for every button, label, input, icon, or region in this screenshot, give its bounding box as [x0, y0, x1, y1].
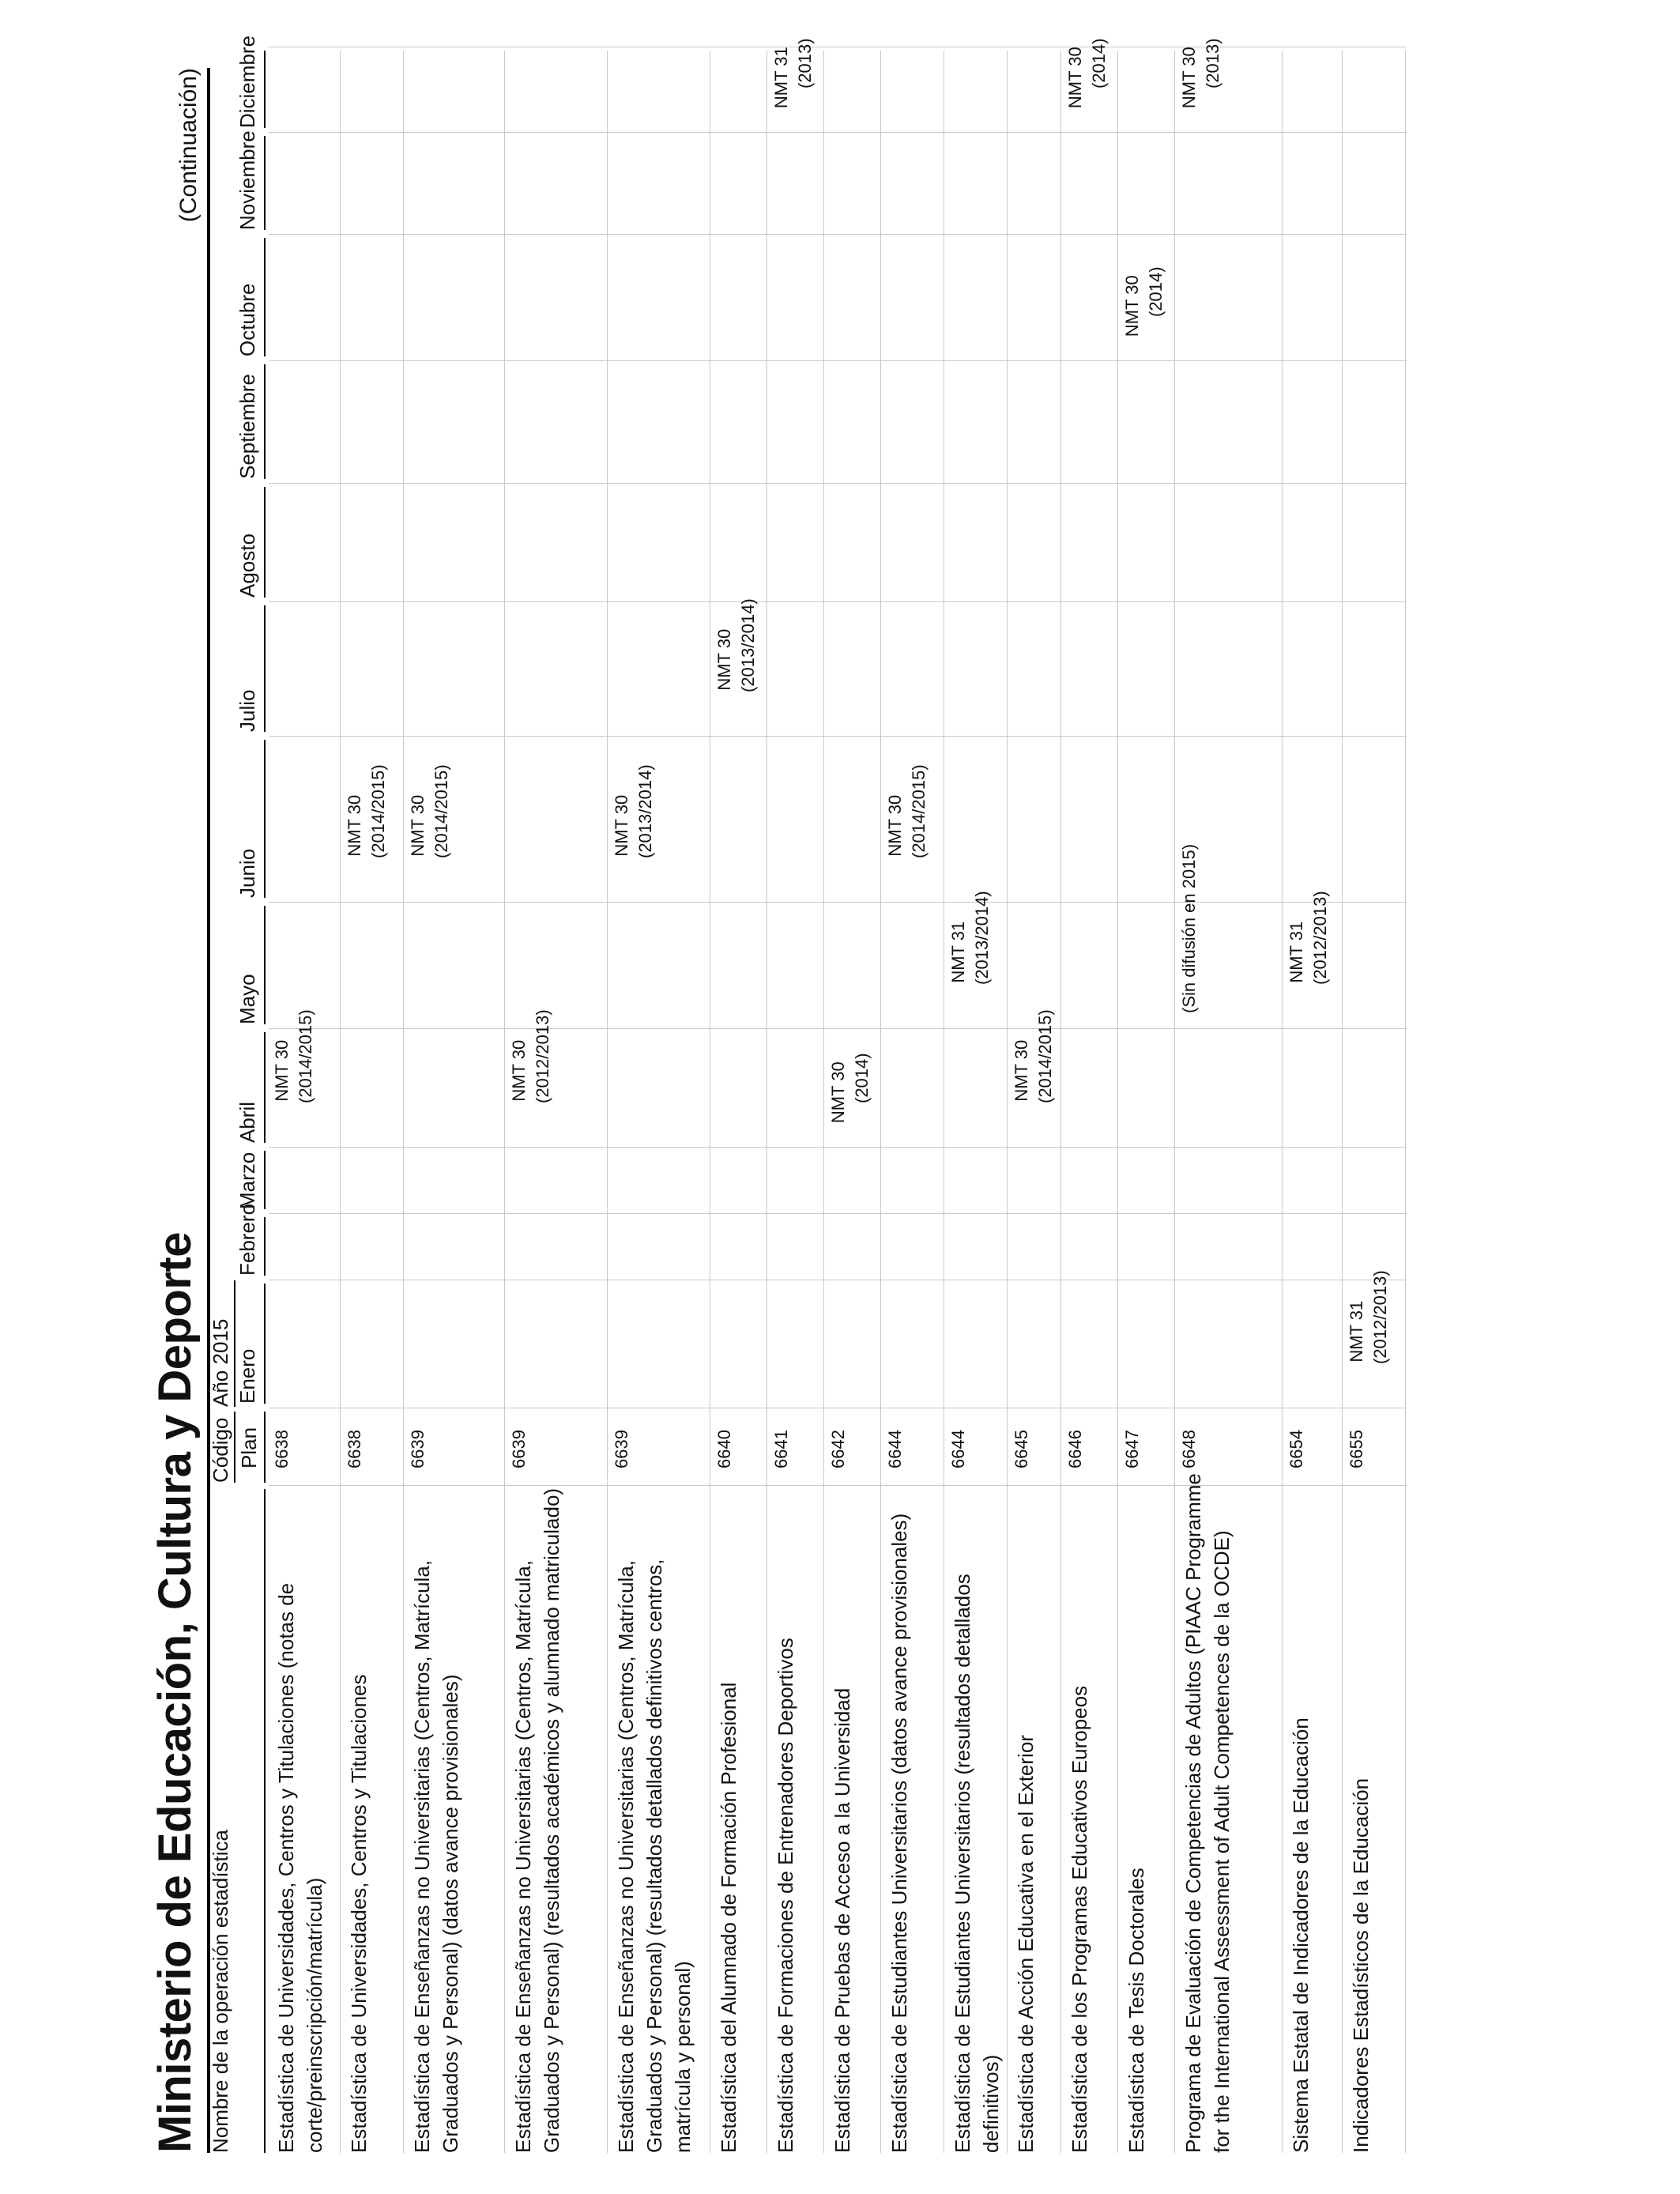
- operation-name: Estadística de Enseñanzas no Universitarias (Centros, Matrícula, Graduados y Personal) (resultados académicos y alumnado matriculado): [511, 1487, 563, 2153]
- row-separator: [1405, 51, 1406, 2153]
- row-separator: [1060, 51, 1061, 2153]
- operation-code: 6640: [714, 1430, 734, 1468]
- operation-name: Estadística de Estudiantes Universitarios (resultados detallados definitivos): [951, 1574, 1003, 2153]
- month-header-underline: [264, 51, 266, 128]
- month-header-enero: Enero: [235, 1348, 259, 1404]
- month-header-noviembre: Noviembre: [235, 130, 259, 230]
- schedule-cell-junio: [883, 764, 931, 887]
- schedule-period: (2014): [1146, 266, 1166, 317]
- month-header-septiembre: Septiembre: [235, 374, 259, 479]
- operation-code: 6655: [1347, 1430, 1366, 1468]
- month-header-junio: Junio: [235, 848, 259, 898]
- schedule-period: (2014/2015): [431, 764, 451, 858]
- operation-name: Estadística de Formaciones de Entrenadores Deportivos: [774, 1638, 797, 2153]
- schedule-cell-abril: [1010, 1009, 1057, 1132]
- month-header-underline: [264, 487, 266, 598]
- column-header-year: Año 2015: [209, 1318, 232, 1407]
- header-underline: [234, 1412, 235, 1483]
- operation-name: Estadística de Tesis Doctorales: [1124, 1868, 1148, 2153]
- row-separator: [1007, 51, 1008, 2153]
- schedule-note: NMT 30: [345, 794, 364, 857]
- month-header-underline: [264, 605, 266, 732]
- schedule-note: (Sin difusión en 2015): [1179, 843, 1199, 1013]
- schedule-note: NMT 31: [1286, 921, 1306, 983]
- operation-name: Programa de Evaluación de Competencias de Adultos (PIAAC Programme for the International Assessment of Adult Competences de la OCDE): [1181, 1473, 1234, 2153]
- schedule-period: (2012/2013): [533, 1009, 552, 1103]
- row-separator: [1282, 51, 1283, 2153]
- schedule-period: (2014/2015): [1035, 1009, 1055, 1103]
- month-header-abril: Abril: [235, 1101, 259, 1143]
- operation-code: 6639: [408, 1430, 428, 1468]
- operation-name: Estadística de Universidades, Centros y Titulaciones: [347, 1674, 371, 2153]
- header-underline-plan: [264, 1412, 266, 1483]
- schedule-period: (2013/2014): [972, 891, 992, 985]
- schedule-note: NMT 30: [1179, 47, 1199, 109]
- column-header-code: Código: [209, 1417, 232, 1483]
- schedule-note: NMT 30: [885, 794, 905, 857]
- operation-code: 6638: [345, 1430, 364, 1468]
- schedule-period: (2012/2013): [1370, 1270, 1390, 1364]
- month-header-marzo: Marzo: [235, 1152, 259, 1209]
- month-header-underline: [264, 1032, 266, 1143]
- row-separator: [340, 51, 341, 2153]
- operation-name: Estadística de Enseñanzas no Universitarias (Centros, Matrícula, Graduados y Personal) (datos avance provisionales): [410, 1559, 462, 2153]
- schedule-cell-julio: [713, 598, 760, 721]
- column-separator: [269, 1147, 1407, 1148]
- schedule-period: (2014/2015): [296, 1009, 315, 1103]
- schedule-note: NMT 31: [771, 47, 791, 109]
- schedule-note: NMT 30: [612, 794, 631, 857]
- schedule-note: NMT 30: [509, 1039, 529, 1102]
- column-separator: [269, 360, 1407, 361]
- month-header-underline: [264, 1284, 266, 1404]
- header-underline: [264, 1489, 266, 2153]
- schedule-cell-enero: [1345, 1270, 1392, 1393]
- operation-code: 6654: [1286, 1430, 1306, 1468]
- operation-name: Sistema Estatal de Indicadores de la Educación: [1289, 1717, 1313, 2153]
- month-header-underline: [264, 740, 266, 898]
- month-header-diciembre: Diciembre: [235, 35, 259, 128]
- operation-code: 6642: [828, 1430, 848, 1468]
- page-title: Ministerio de Educación, Cultura y Deporte: [149, 1232, 201, 2153]
- schedule-note: NMT 31: [948, 921, 968, 983]
- operation-name: Indicadores Estadísticos de la Educación: [1349, 1777, 1373, 2153]
- operation-code: 6646: [1065, 1430, 1085, 1468]
- schedule-cell-mayo: [947, 891, 994, 1013]
- column-header-name: Nombre de la operación estadística: [209, 1829, 232, 2153]
- schedule-note: NMT 30: [1122, 275, 1142, 337]
- column-separator: [269, 132, 1407, 133]
- month-header-underline: [264, 136, 266, 230]
- schedule-cell-mayo: [1177, 650, 1201, 1013]
- schedule-cell-junio: [610, 764, 657, 887]
- schedule-period: (2014): [1089, 38, 1109, 89]
- column-separator: [269, 1028, 1407, 1029]
- operation-name: Estadística de Universidades, Centros y Titulaciones (notas de corte/preinscripción/matrícula): [274, 1582, 326, 2153]
- header-underline-year: [234, 1280, 235, 1407]
- operation-code: 6644: [948, 1430, 968, 1468]
- operation-name: Estadística del Alumnado de Formación Profesional: [717, 1682, 740, 2153]
- operation-code: 6641: [771, 1430, 791, 1468]
- operation-code: 6638: [272, 1430, 292, 1468]
- schedule-note: NMT 30: [828, 1061, 848, 1124]
- schedule-cell-junio: [343, 764, 390, 887]
- operation-code: 6647: [1122, 1430, 1142, 1468]
- schedule-period: (2013/2014): [635, 764, 655, 858]
- schedule-period: (2013): [1203, 38, 1222, 89]
- schedule-note: NMT 31: [1347, 1300, 1366, 1363]
- schedule-note: NMT 30: [1011, 1039, 1031, 1102]
- schedule-note: NMT 30: [408, 794, 428, 857]
- operation-name: Estadística de los Programas Educativos Europeos: [1068, 1685, 1091, 2153]
- schedule-note: NMT 30: [1065, 47, 1085, 109]
- row-separator: [1342, 51, 1343, 2153]
- column-separator: [269, 234, 1407, 235]
- schedule-period: (2013): [795, 38, 815, 89]
- row-separator: [607, 51, 608, 2153]
- schedule-cell-abril: [507, 1009, 555, 1132]
- column-separator: [269, 601, 1407, 602]
- schedule-cell-diciembre: [1177, 38, 1225, 117]
- month-header-mayo: Mayo: [235, 974, 259, 1024]
- schedule-cell-abril: [270, 1009, 318, 1132]
- schedule-note: NMT 30: [272, 1039, 292, 1102]
- schedule-cell-octubre: [1121, 266, 1168, 345]
- operation-code: 6639: [612, 1430, 631, 1468]
- schedule-cell-diciembre: [770, 38, 817, 117]
- operation-name: Estadística de Estudiantes Universitarios (datos avance provisionales): [887, 1513, 911, 2153]
- row-separator: [504, 51, 505, 2153]
- month-header-agosto: Agosto: [235, 533, 259, 598]
- operation-name: Estadística de Pruebas de Acceso a la Universidad: [831, 1687, 854, 2153]
- schedule-cell-abril: [827, 1053, 874, 1132]
- operation-code: 6644: [885, 1430, 905, 1468]
- schedule-period: (2014/2015): [909, 764, 929, 858]
- month-header-underline: [264, 364, 266, 479]
- row-separator: [1117, 51, 1118, 2153]
- month-header-febrero: Febrero: [235, 1203, 259, 1276]
- column-header-plan: Plan: [237, 1427, 261, 1468]
- row-separator: [1174, 51, 1175, 2153]
- schedule-cell-diciembre: [1064, 38, 1111, 117]
- month-header-octubre: Octubre: [235, 283, 259, 356]
- schedule-period: (2013/2014): [738, 598, 758, 692]
- schedule-cell-junio: [406, 764, 454, 887]
- row-separator: [823, 51, 824, 2153]
- operation-code: 6645: [1011, 1430, 1031, 1468]
- schedule-period: (2014): [852, 1053, 872, 1103]
- month-header-underline: [264, 1151, 266, 1209]
- operation-name: Estadística de Acción Educativa en el Exterior: [1014, 1735, 1038, 2153]
- month-header-underline: [264, 238, 266, 356]
- operation-code: 6639: [509, 1430, 529, 1468]
- operation-code: 6648: [1179, 1430, 1199, 1468]
- column-separator: [269, 1213, 1407, 1214]
- month-header-julio: Julio: [235, 689, 259, 732]
- continuation-label: (Continuación): [175, 68, 202, 223]
- schedule-cell-mayo: [1285, 891, 1332, 1013]
- row-separator: [403, 51, 404, 2153]
- month-header-underline: [264, 906, 266, 1024]
- column-separator: [269, 736, 1407, 737]
- row-separator: [880, 51, 881, 2153]
- schedule-note: NMT 30: [714, 628, 734, 691]
- schedule-period: (2012/2013): [1310, 891, 1330, 985]
- month-header-underline: [264, 1217, 266, 1276]
- operation-name: Estadística de Enseñanzas no Universitarias (Centros, Matrícula, Graduados y Personal) (resultados detallados definitivos centros, matrícula y personal): [614, 1559, 695, 2153]
- column-separator: [269, 902, 1407, 903]
- schedule-period: (2014/2015): [368, 764, 388, 858]
- column-separator: [269, 483, 1407, 484]
